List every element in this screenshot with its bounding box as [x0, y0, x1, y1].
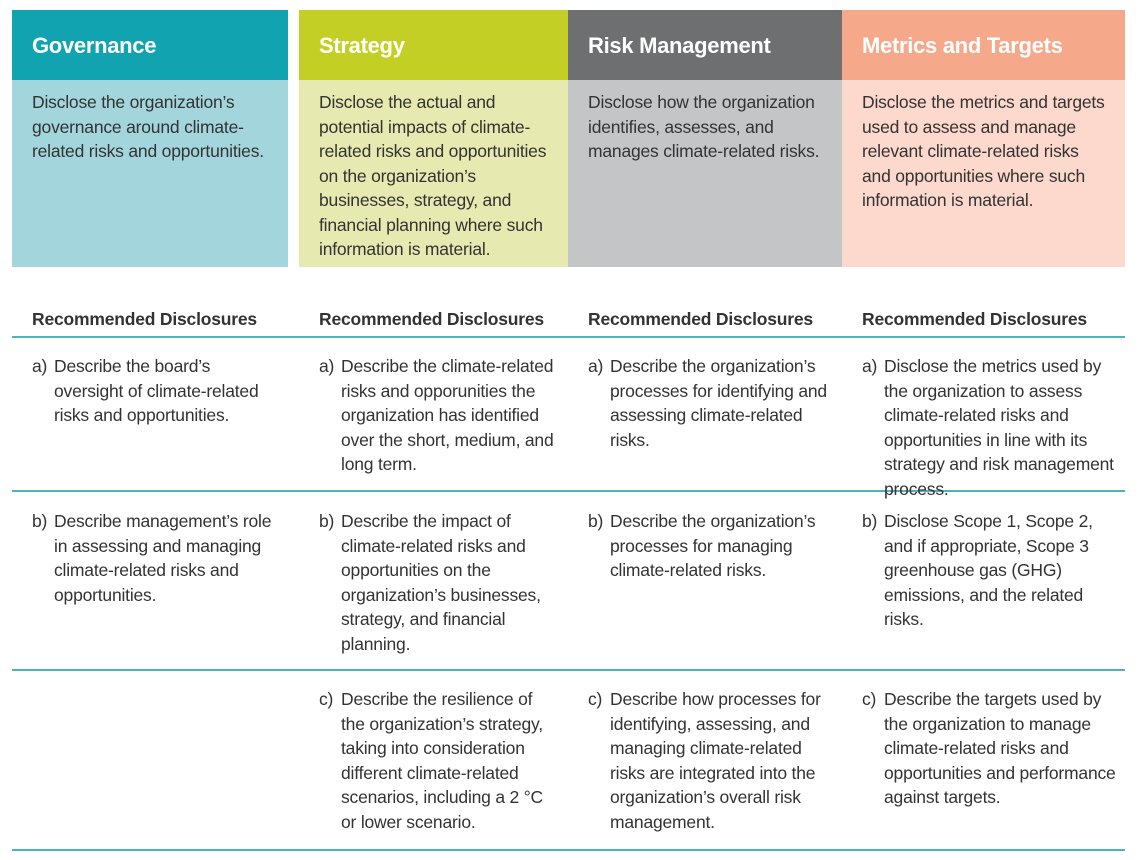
disclosure-text: Describe the organization’s processes for identifying and assessing climate-related risks. [610, 356, 827, 450]
disclosure-text: Describe how processes for identifying, assessing, and managing climate-related risks are integrated into the organization’s overall risk management. [610, 689, 821, 832]
disclosure-risk-management-b [588, 509, 828, 583]
pillar-title-metrics-targets: Metrics and Targets [842, 10, 1125, 80]
disclosure-metrics-targets-a [862, 354, 1124, 501]
disclosure-text: Disclose the metrics used by the organization to assess climate-related risks and opportunities in line with its strategy and risk management process. [884, 356, 1114, 499]
disclosure-marker: a) [319, 356, 335, 376]
pillar-description-strategy: Disclose the actual and potential impacts of climate-related risks and opportunities on the organization’s businesses, strategy, and financial planning where such information is material. [319, 92, 547, 259]
disclosure-marker: c) [319, 689, 334, 709]
subheading-metrics-targets: Recommended Disclosures [862, 309, 1087, 329]
pillar-risk-management [568, 10, 843, 267]
disclosure-metrics-targets-c [862, 687, 1124, 810]
disclosure-marker: b) [588, 511, 604, 531]
disclosure-strategy-c [319, 687, 555, 834]
disclosure-text: Describe the board’s oversight of climate-related risks and opportunities. [54, 356, 259, 425]
disclosure-governance-a [32, 354, 282, 428]
disclosure-text: Describe the impact of climate-related risks and opportunities on the organization’s businesses, strategy, and financial planning. [341, 511, 541, 654]
disclosure-marker: a) [862, 356, 878, 376]
disclosure-text: Describe the organization’s processes for managing climate-related risks. [610, 511, 816, 580]
disclosure-marker: b) [862, 511, 878, 531]
divider [12, 849, 1125, 851]
disclosure-strategy-b [319, 509, 555, 656]
disclosure-marker: c) [588, 689, 603, 709]
disclosure-text: Disclose Scope 1, Scope 2, and if appropriate, Scope 3 greenhouse gas (GHG) emissions, and the related risks. [884, 511, 1093, 629]
disclosure-marker: b) [32, 511, 48, 531]
pillar-title-strategy: Strategy [299, 10, 575, 80]
pillar-governance [12, 10, 288, 267]
pillar-headers [12, 10, 1130, 267]
disclosure-text: Describe management’s role in assessing and managing climate-related risks and opportunities. [54, 511, 272, 605]
disclosure-text: Describe the resilience of the organization’s strategy, taking into consideration different climate-related scenarios, including a 2 °C or lower scenario. [341, 689, 543, 832]
disclosure-marker: a) [588, 356, 604, 376]
disclosure-metrics-targets-b [862, 509, 1124, 632]
pillar-description-metrics-targets: Disclose the metrics and targets used to assess and manage relevant climate-related risks and opportunities where such information is material. [862, 92, 1105, 210]
subheading-strategy: Recommended Disclosures [319, 309, 544, 329]
disclosure-governance-b [32, 509, 282, 607]
disclosure-strategy-a [319, 354, 555, 477]
pillar-title-risk-management: Risk Management [568, 10, 843, 80]
disclosure-marker: b) [319, 511, 335, 531]
pillar-strategy [299, 10, 575, 267]
disclosure-text: Describe the targets used by the organization to manage climate-related risks and opportunities and performance against targets. [884, 689, 1116, 807]
disclosure-marker: c) [862, 689, 877, 709]
pillar-title-governance: Governance [12, 10, 288, 80]
subheading-risk-management: Recommended Disclosures [588, 309, 813, 329]
disclosure-risk-management-c [588, 687, 828, 834]
divider [12, 669, 1125, 671]
disclosure-risk-management-a [588, 354, 828, 452]
pillar-description-governance: Disclose the organization’s governance around climate-related risks and opportunities. [32, 92, 264, 161]
disclosure-text: Describe the climate-related risks and opporunities the organization has identified over the short, medium, and long term. [341, 356, 554, 474]
pillar-metrics-targets [842, 10, 1125, 267]
pillar-description-risk-management: Disclose how the organization identifies, assesses, and manages climate-related risks. [588, 92, 820, 161]
divider [12, 336, 1125, 338]
disclosure-marker: a) [32, 356, 48, 376]
subheading-governance: Recommended Disclosures [32, 309, 257, 329]
